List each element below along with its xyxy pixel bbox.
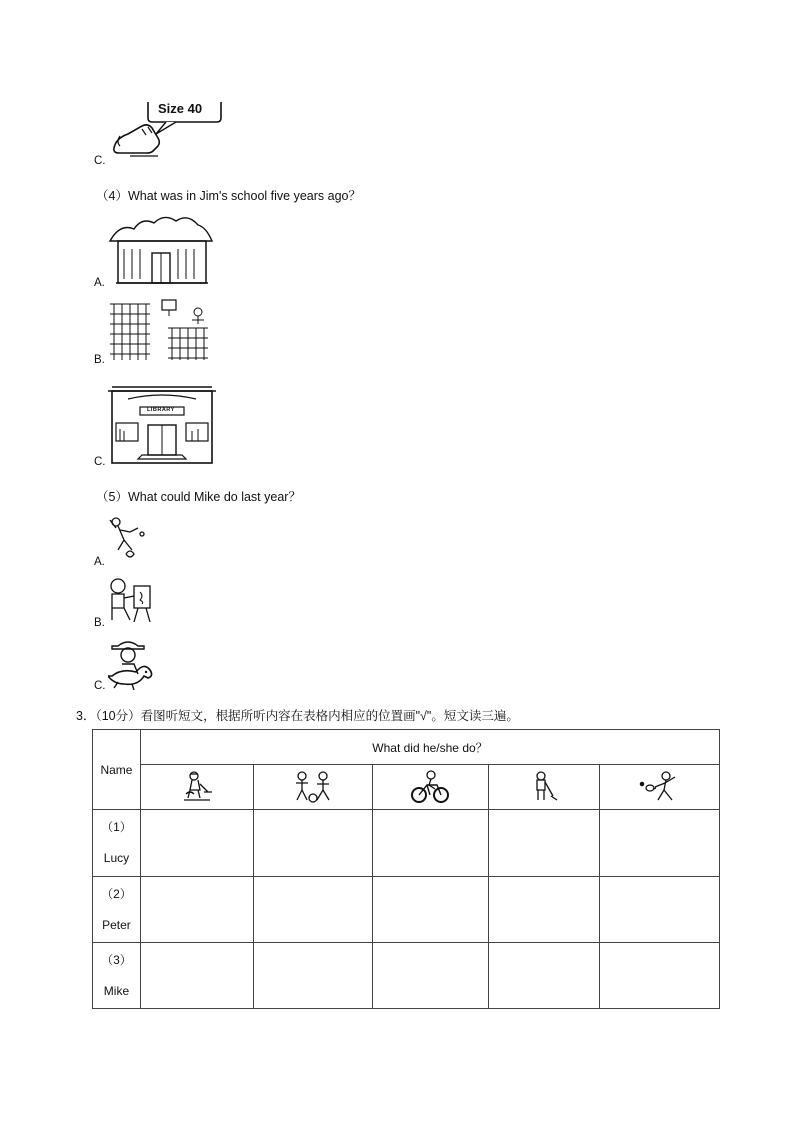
q3-instruction: 3．（10分）看图听短文，根据所听内容在表格内相应的位置画"√"。短文读三遍。 bbox=[76, 709, 519, 723]
answer-cell[interactable] bbox=[600, 877, 720, 943]
answer-cell[interactable] bbox=[489, 810, 600, 877]
item5-question: （5）What could Mike do last year？ bbox=[96, 490, 301, 504]
activity-cell-football bbox=[253, 765, 372, 810]
sweeping-floor-icon bbox=[529, 770, 559, 804]
answer-cell[interactable] bbox=[372, 943, 489, 1009]
answer-cell[interactable] bbox=[489, 877, 600, 943]
painting-picture bbox=[106, 576, 156, 624]
playing-football-icon bbox=[293, 770, 333, 804]
answer-cell[interactable] bbox=[140, 877, 253, 943]
activity-cell-bike bbox=[372, 765, 489, 810]
riding-horse-picture bbox=[108, 638, 158, 690]
row-name: Lucy bbox=[103, 851, 130, 865]
playing-badminton-icon bbox=[638, 770, 682, 804]
item4-option-b-label: B. bbox=[94, 354, 105, 366]
row-label-lucy bbox=[93, 810, 141, 877]
answer-cell[interactable] bbox=[372, 877, 489, 943]
activity-cell-badminton bbox=[600, 765, 720, 810]
item5-option-a-label: A. bbox=[94, 556, 105, 568]
classroom-students-icon bbox=[106, 298, 214, 364]
shoe-size-picture bbox=[108, 96, 228, 166]
row-name: Peter bbox=[102, 917, 131, 932]
answer-table bbox=[92, 729, 720, 1009]
answer-cell[interactable] bbox=[372, 810, 489, 877]
answer-cell[interactable] bbox=[253, 810, 372, 877]
gardening-icon bbox=[182, 770, 212, 804]
activity-cell-sweeping bbox=[489, 765, 600, 810]
item5-option-c-label: C. bbox=[94, 680, 106, 692]
answer-cell[interactable] bbox=[253, 943, 372, 1009]
answer-cell[interactable] bbox=[253, 877, 372, 943]
speech-bubble-text: Size 40 bbox=[158, 101, 203, 116]
row-number: （2） bbox=[101, 886, 132, 901]
item5-option-b-label: B. bbox=[94, 617, 105, 629]
row-label-mike bbox=[93, 943, 141, 1009]
painting-icon bbox=[106, 576, 156, 624]
activity-cell-gardening bbox=[140, 765, 253, 810]
library-building-icon bbox=[108, 385, 216, 467]
old-school-building-icon bbox=[106, 215, 216, 285]
library-sign-text: LIBRARY bbox=[147, 407, 175, 413]
old-school-building-picture bbox=[106, 215, 216, 285]
playing-tennis-picture bbox=[106, 514, 150, 564]
riding-horse-icon bbox=[108, 638, 158, 690]
row-name: Mike bbox=[103, 983, 130, 998]
answer-cell[interactable] bbox=[140, 943, 253, 1009]
item3-option-c-label: C. bbox=[94, 155, 106, 167]
answer-cell[interactable] bbox=[140, 810, 253, 877]
answer-cell[interactable] bbox=[600, 943, 720, 1009]
playing-tennis-icon bbox=[106, 514, 150, 564]
row-number: （1） bbox=[101, 820, 132, 834]
name-header: Name bbox=[93, 730, 141, 810]
item4-question: （4）What was in Jim's school five years ago？ bbox=[96, 189, 361, 203]
item4-option-a-label: A. bbox=[94, 277, 105, 289]
classroom-students-picture bbox=[106, 298, 214, 364]
library-building-picture bbox=[108, 385, 216, 467]
row-number: （3） bbox=[101, 952, 132, 967]
riding-bike-icon bbox=[410, 770, 450, 804]
answer-cell[interactable] bbox=[600, 810, 720, 877]
item4-option-c-label: C. bbox=[94, 456, 106, 468]
activity-header: What did he/she do？ bbox=[140, 730, 719, 765]
row-label-peter bbox=[93, 877, 141, 943]
answer-cell[interactable] bbox=[489, 943, 600, 1009]
